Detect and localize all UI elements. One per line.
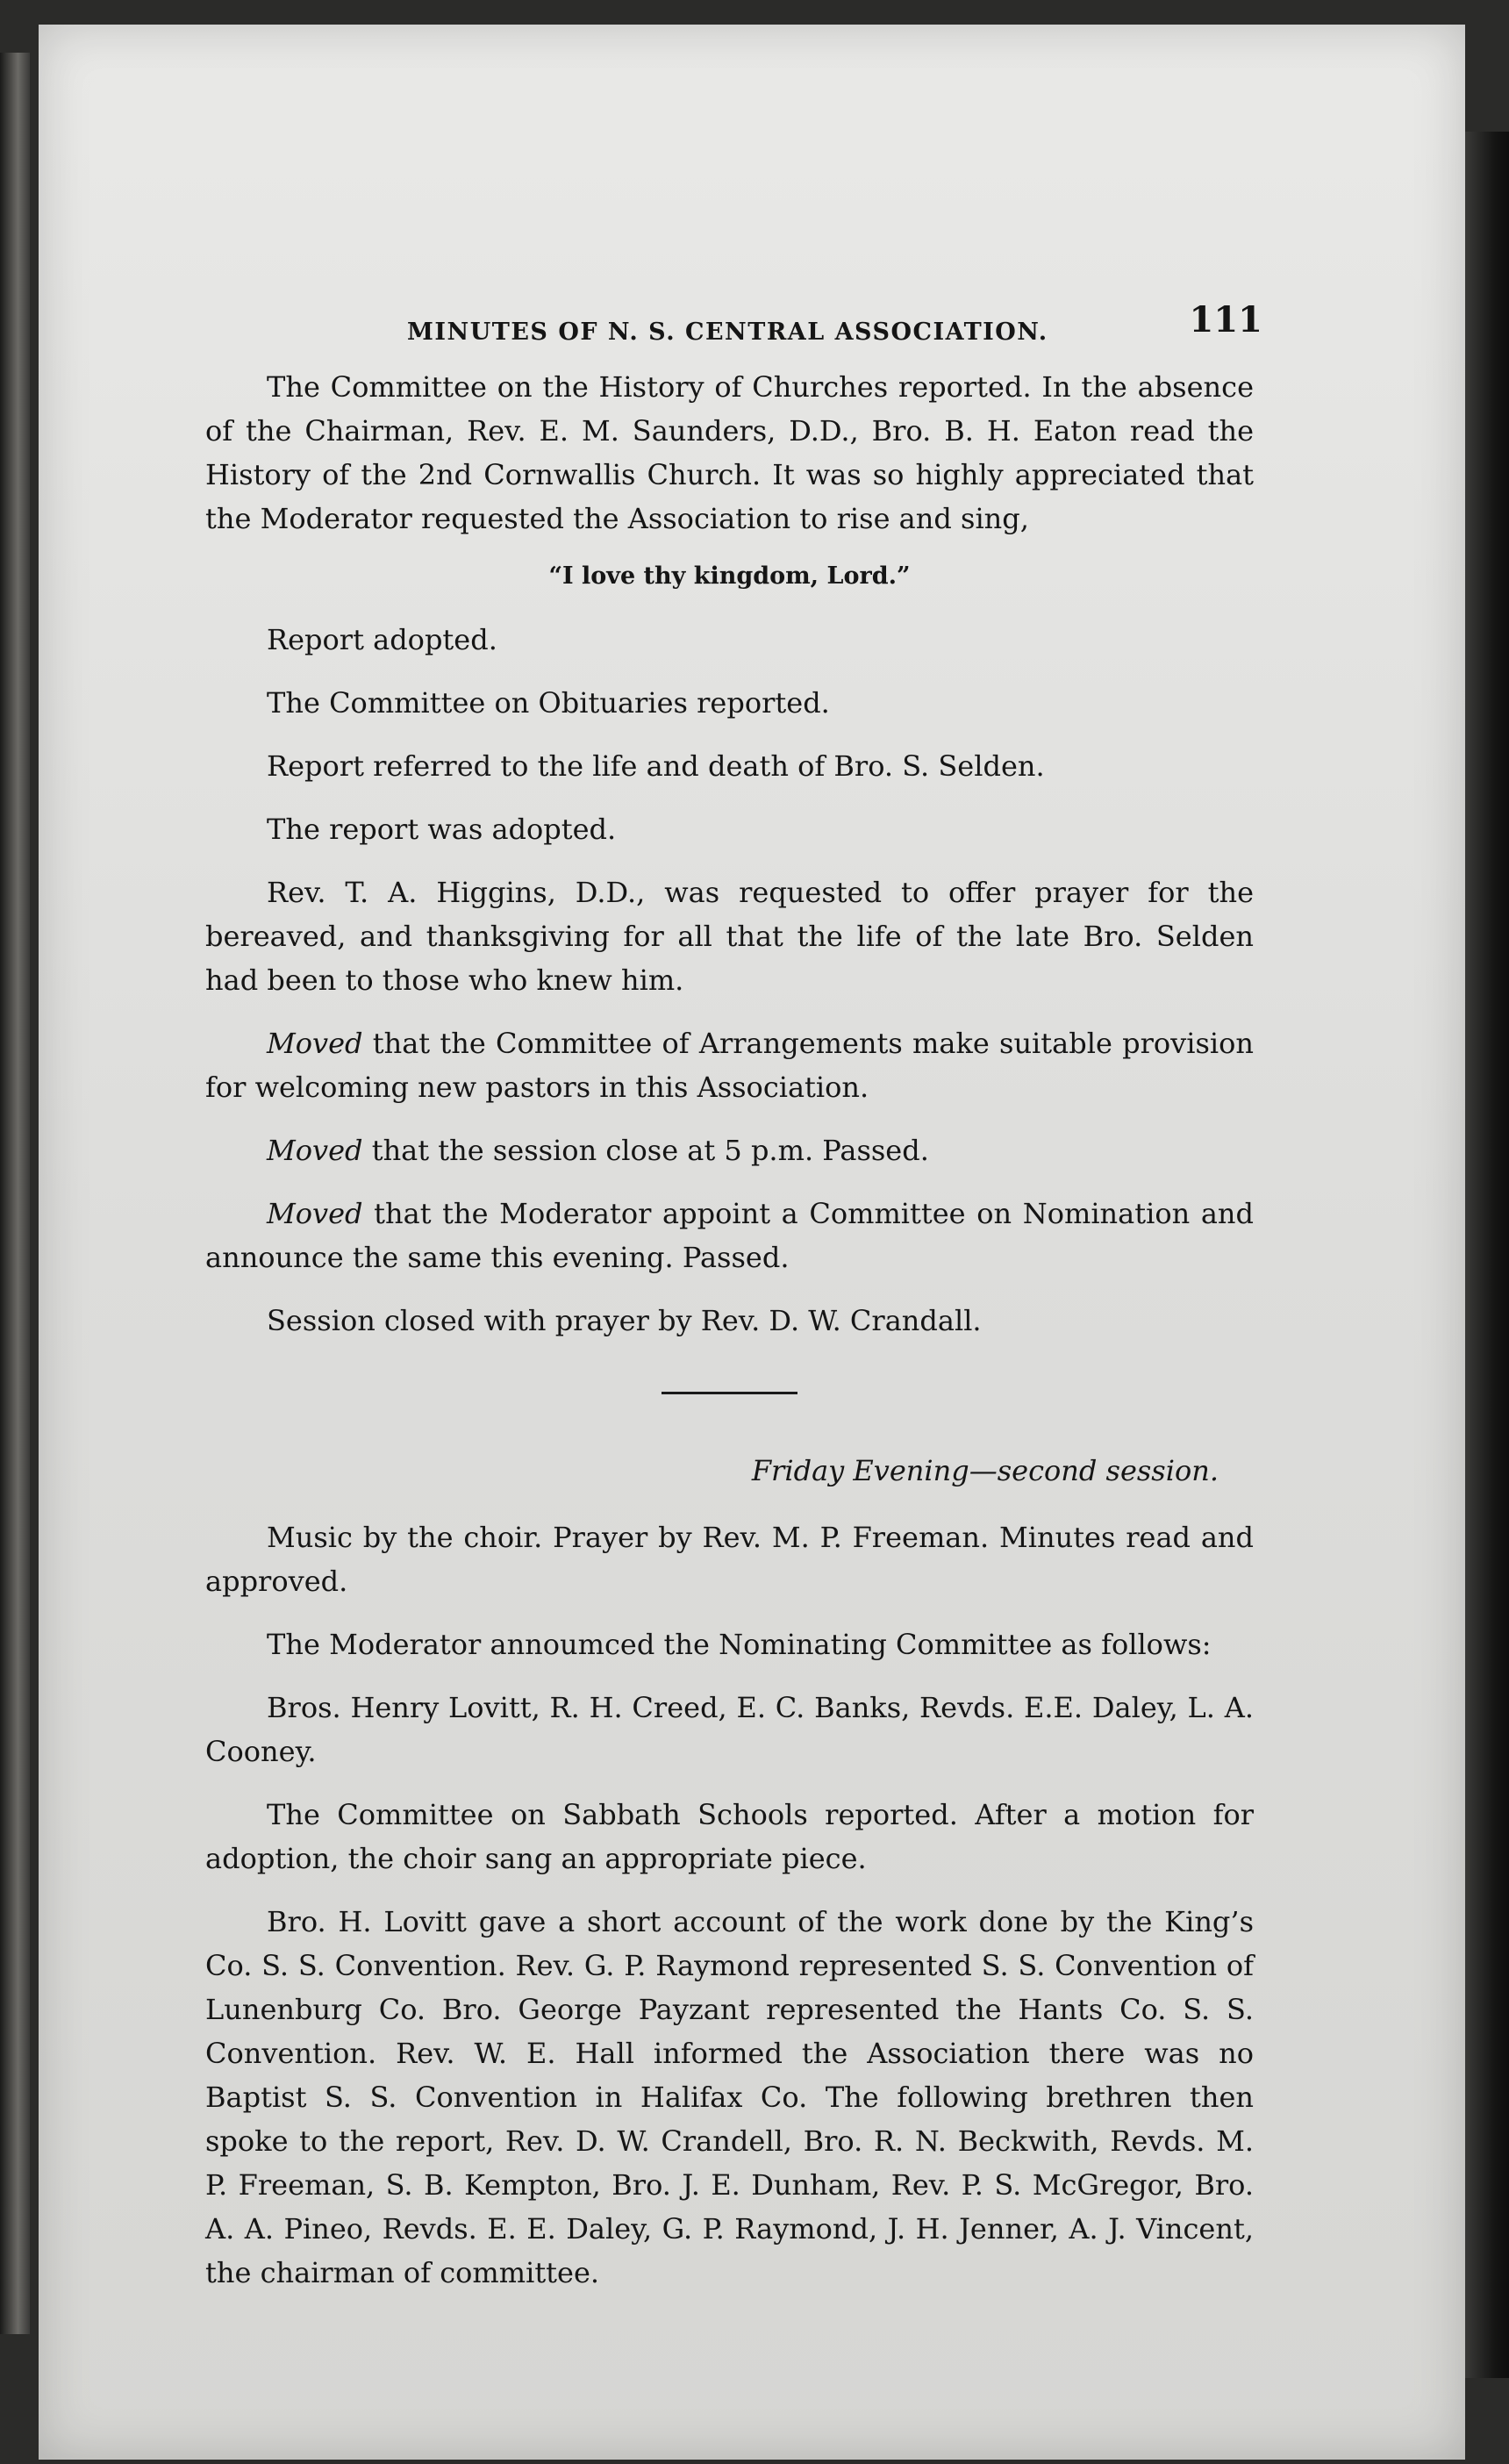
motion-text: that the Moderator appoint a Committee on Nomination and announce the same this evening. Passed. xyxy=(205,1197,1254,1274)
paragraph-history-of-churches: The Committee on the History of Churches reported. In the absence of the Chairman, Rev. E. M. Saunders, D.D., Bro. B. H. Eaton read the History of the 2nd Cornwallis Church. It was so highly appreciated that the Moderator requested the Association to rise and sing, xyxy=(205,370,1254,535)
moved-label: Moved xyxy=(267,1134,363,1167)
paragraph-session-closed: Session closed with prayer by Rev. D. W. Crandall. xyxy=(267,1304,982,1337)
paragraph-motion-arrangements xyxy=(205,1021,1254,1109)
paragraph-motion-nomination xyxy=(205,1192,1254,1279)
book-binding-edge xyxy=(1463,132,1509,2378)
moved-label: Moved xyxy=(267,1197,363,1230)
paragraph-obituaries: The Committee on Obituaries reported. xyxy=(267,686,830,720)
session-heading: Friday Evening—second session. xyxy=(751,1454,1219,1487)
paragraph-report-referred: Report referred to the life and death of Bro. S. Selden. xyxy=(267,749,1045,783)
book-page xyxy=(39,25,1465,2460)
paragraph-prayer-request: Rev. T. A. Higgins, D.D., was requested to offer prayer for the bereaved, and thanksgiving for all that the life of the late Bro. Selden had been to those who knew him. xyxy=(205,876,1254,997)
paragraph-nominating-committee: The Moderator annoumced the Nominating Committee as follows: xyxy=(267,1628,1212,1661)
paragraph-motion-close xyxy=(205,1128,1254,1172)
page-content xyxy=(205,297,1262,2314)
motion-text: that the session close at 5 p.m. Passed. xyxy=(362,1134,929,1167)
paragraph-music-prayer: Music by the choir. Prayer by Rev. M. P. Freeman. Minutes read and approved. xyxy=(205,1521,1254,1598)
left-page-edge xyxy=(0,53,30,2334)
motion-text: that the Committee of Arrangements make suitable provision for welcoming new pastors in this Association. xyxy=(205,1027,1254,1104)
section-divider xyxy=(662,1392,797,1394)
paragraph-convention-reports: Bro. H. Lovitt gave a short account of the work done by the King’s Co. S. S. Convention. Rev. G. P. Raymond represented S. S. Convention of Lunenburg Co. Bro. George Payzant represented the Hants Co. S. S. Convention. Rev. W. E. Hall informed the Association there was no Baptist S. S. Convention in Halifax Co. The following brethren then spoke to the report, Rev. D. W. Crandell, Bro. R. N. Beckwith, Revds. M. P. Freeman, S. B. Kempton, Bro. J. E. Dunham, Rev. P. S. McGregor, Bro. A. A. Pineo, Revds. E. E. Daley, G. P. Raymond, J. H. Jenner, A. J. Vincent, the chairman of committee. xyxy=(205,1905,1254,2289)
running-head xyxy=(205,297,1262,349)
hymn-title: “I love thy kingdom, Lord.” xyxy=(548,562,911,590)
paragraph-report-adopted: Report adopted. xyxy=(267,623,497,656)
page-number: 111 xyxy=(1189,299,1262,340)
running-head-title: MINUTES OF N. S. CENTRAL ASSOCIATION. xyxy=(407,319,1048,346)
paragraph-report-adopted-2: The report was adopted. xyxy=(267,813,617,846)
paragraph-sabbath-schools: The Committee on Sabbath Schools reported. After a motion for adoption, the choir sang an appropriate piece. xyxy=(205,1798,1254,1875)
moved-label: Moved xyxy=(267,1027,363,1060)
paragraph-committee-members: Bros. Henry Lovitt, R. H. Creed, E. C. Banks, Revds. E.E. Daley, L. A. Cooney. xyxy=(205,1691,1254,1768)
